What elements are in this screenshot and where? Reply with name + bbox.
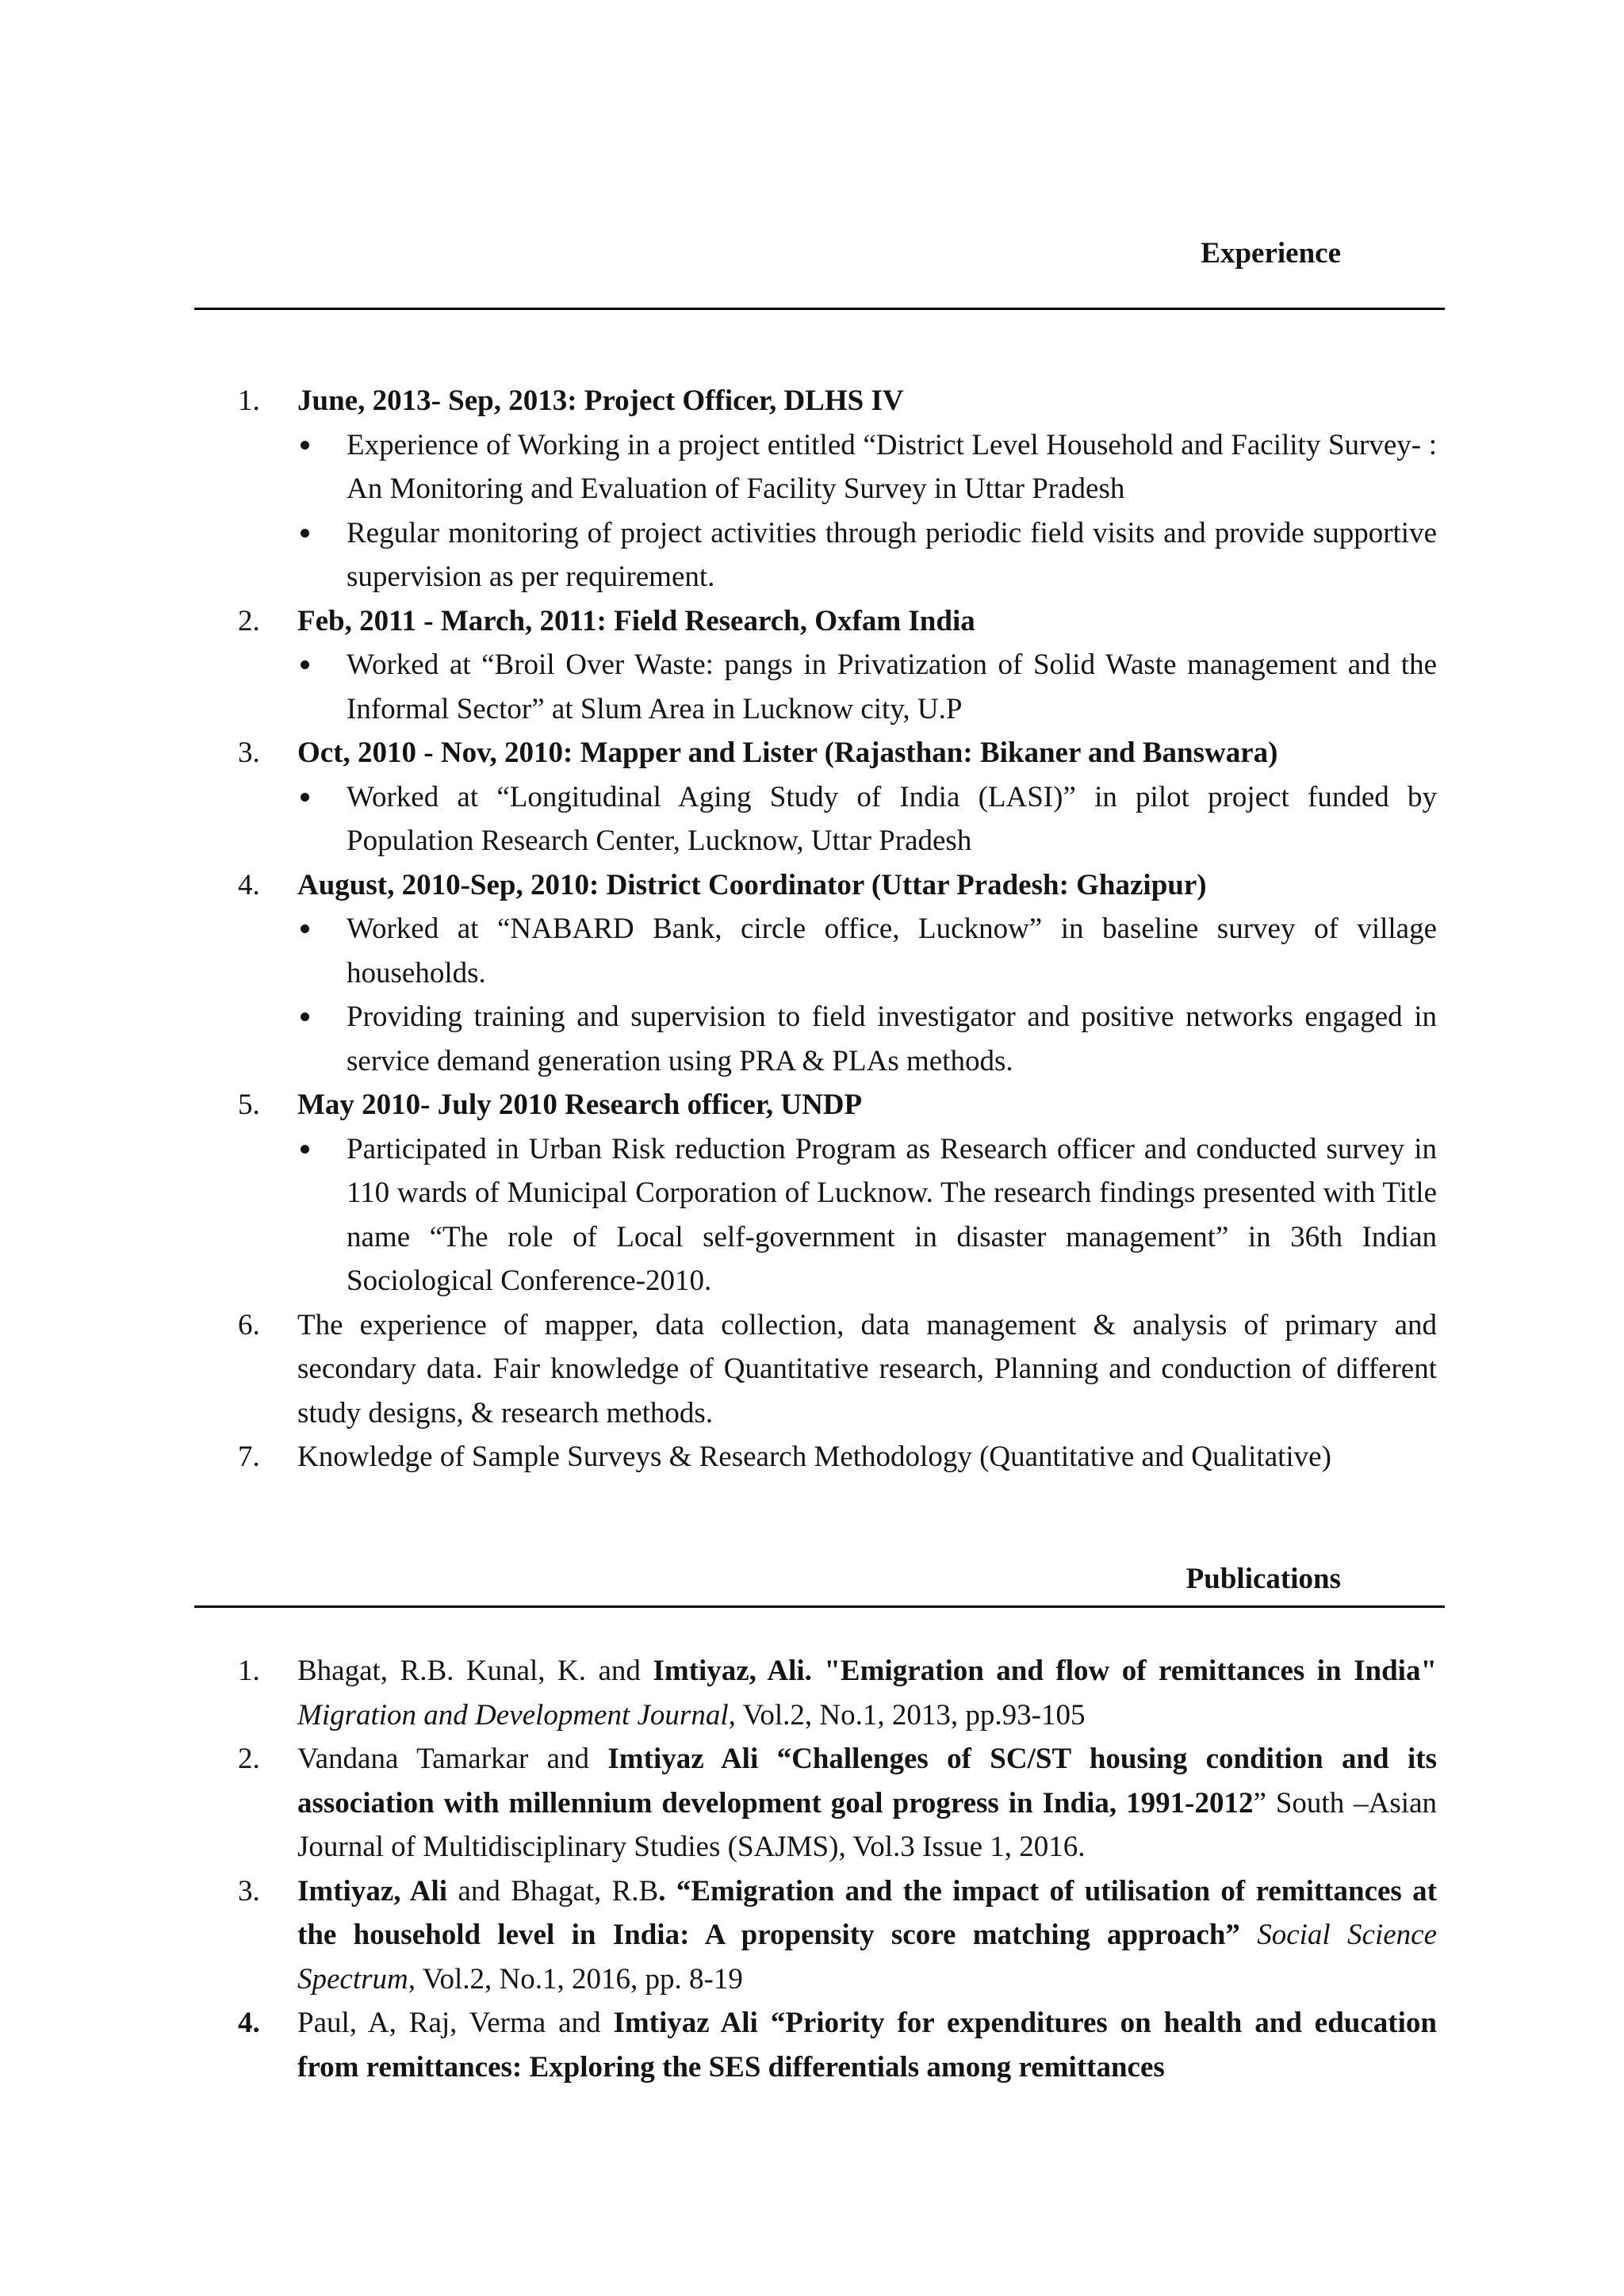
publication-title: . “Emigration and the impact of utilisation of remittances at the household level in India: A propensity score matching approach”: [297, 1874, 1437, 1951]
experience-item: [238, 1083, 1437, 1303]
experience-item-title: Oct, 2010 - Nov, 2010: Mapper and Lister (Rajasthan: Bikaner and Banswara): [297, 737, 1278, 769]
experience-divider: [194, 308, 1445, 310]
bullet-list: [297, 423, 1437, 599]
bullet-text: Participated in Urban Risk reduction Program as Research officer and conducted survey in 110 wards of Municipal Corporation of Lucknow. The research findings presented with Title name “The role of Local self-government in disaster management” in 36th Indian Sociological Conference-2010.: [347, 1132, 1437, 1297]
publications-divider: [194, 1605, 1445, 1608]
item-number: 6.: [238, 1308, 260, 1341]
publication-item: [238, 1737, 1437, 1869]
publication-highlight-author: Imtiyaz, Ali.: [653, 1655, 812, 1687]
publication-title: "Emigration and flow of remittances in India": [811, 1655, 1437, 1687]
publications-list: [238, 1649, 1437, 2089]
publication-close-quote: ”: [1253, 1786, 1266, 1820]
bullet-list: [297, 907, 1437, 1083]
publication-highlight-author: Imtiyaz Ali: [607, 1743, 759, 1775]
publication-journal: Social Science Spectrum,: [297, 1919, 1437, 1996]
experience-list: [238, 379, 1437, 1479]
bullet-list: [297, 1127, 1437, 1303]
bullet-list: [297, 643, 1437, 731]
experience-item: [238, 1303, 1437, 1436]
item-number: 4.: [238, 868, 260, 901]
publication-authors: Vandana Tamarkar and: [297, 1743, 608, 1775]
experience-item-text: The experience of mapper, data collection, data management & analysis of primary and secondary data. Fair knowledge of Quantitative research, Planning and conduction of different study designs, & research methods.: [297, 1308, 1437, 1429]
experience-heading: Experience: [1201, 237, 1341, 270]
item-number: 3.: [238, 1874, 260, 1908]
publication-item: [238, 1869, 1437, 2002]
experience-item: [238, 379, 1437, 599]
bullet-item: [297, 775, 1437, 863]
publication-item: [238, 1649, 1437, 1737]
experience-item: [238, 731, 1437, 863]
publication-authors: Paul, A, Raj, Verma and: [297, 2007, 614, 2039]
bullet-item: [297, 995, 1437, 1083]
item-number: 4.: [238, 2007, 260, 2039]
bullet-text: Worked at “Broil Over Waste: pangs in Privatization of Solid Waste management and the Informal Sector” at Slum Area in Lucknow city, U.P: [347, 649, 1437, 725]
publications-heading: Publications: [1185, 1563, 1341, 1595]
bullet-icon: [301, 793, 309, 802]
bullet-item: [297, 423, 1437, 511]
publication-highlight-author: Imtiyaz Ali: [613, 2007, 758, 2039]
experience-item-title: June, 2013- Sep, 2013: Project Officer, DLHS IV: [297, 385, 904, 417]
bullet-icon: [301, 1145, 309, 1154]
bullet-text: Experience of Working in a project entitled “District Level Household and Facility Survey- : An Monitoring and Evaluation of Facility Survey in Uttar Pradesh: [347, 428, 1437, 505]
item-number: 1.: [238, 1655, 260, 1687]
item-number: 5.: [238, 1089, 260, 1121]
bullet-text: Regular monitoring of project activities through periodic field visits and provide supportive supervision as per requirement.: [347, 516, 1437, 593]
bullet-item: [297, 1127, 1437, 1303]
item-number: 2.: [238, 604, 260, 637]
publication-coauthors: and Bhagat, R.B: [447, 1874, 659, 1908]
experience-item-title: August, 2010-Sep, 2010: District Coordinator (Uttar Pradesh: Ghazipur): [297, 868, 1207, 901]
publication-item: [238, 2001, 1437, 2089]
publication-details: Vol.2, No.1, 2016, pp. 8-19: [416, 1962, 743, 1996]
publication-details: South –Asian Journal of Multidisciplinary Studies (SAJMS), Vol.3 Issue 1, 2016.: [297, 1786, 1437, 1863]
bullet-text: Worked at “Longitudinal Aging Study of India (LASI)” in pilot project funded by Population Research Center, Lucknow, Uttar Pradesh: [347, 780, 1437, 857]
bullet-item: [297, 511, 1437, 599]
bullet-icon: [301, 441, 309, 450]
experience-item: [238, 1435, 1437, 1479]
item-number: 2.: [238, 1743, 260, 1775]
bullet-item: [297, 643, 1437, 731]
publication-details: , Vol.2, No.1, 2013, pp.93-105: [728, 1698, 1086, 1732]
bullet-icon: [301, 1012, 309, 1021]
experience-item-title: Feb, 2011 - March, 2011: Field Research, Oxfam India: [297, 604, 975, 637]
experience-item-title: May 2010- July 2010 Research officer, UNDP: [297, 1089, 863, 1121]
bullet-icon: [301, 660, 309, 669]
bullet-icon: [301, 924, 309, 933]
publication-title: “Priority for expenditures on health and education from remittances: Exploring the SES differentials among remittances: [297, 2007, 1437, 2084]
item-number: 7.: [238, 1441, 260, 1473]
bullet-icon: [301, 529, 309, 538]
bullet-list: [297, 775, 1437, 863]
experience-item-text: Knowledge of Sample Surveys & Research Methodology (Quantitative and Qualitative): [297, 1441, 1331, 1473]
item-number: 3.: [238, 737, 260, 769]
publication-authors: Bhagat, R.B. Kunal, K. and: [297, 1655, 653, 1687]
publication-highlight-author: Imtiyaz, Ali: [297, 1874, 448, 1908]
experience-item: [238, 599, 1437, 732]
publication-journal: Migration and Development Journal: [297, 1698, 729, 1732]
item-number: 1.: [238, 385, 260, 417]
experience-item: [238, 863, 1437, 1084]
bullet-item: [297, 907, 1437, 995]
publication-title: “Challenges of SC/ST housing condition and its association with millennium development goal progress in India, 1991-2012: [297, 1743, 1437, 1820]
bullet-text: Providing training and supervision to field investigator and positive networks engaged in service demand generation using PRA & PLAs methods.: [347, 1001, 1437, 1077]
bullet-text: Worked at “NABARD Bank, circle office, Lucknow” in baseline survey of village households.: [347, 913, 1437, 989]
